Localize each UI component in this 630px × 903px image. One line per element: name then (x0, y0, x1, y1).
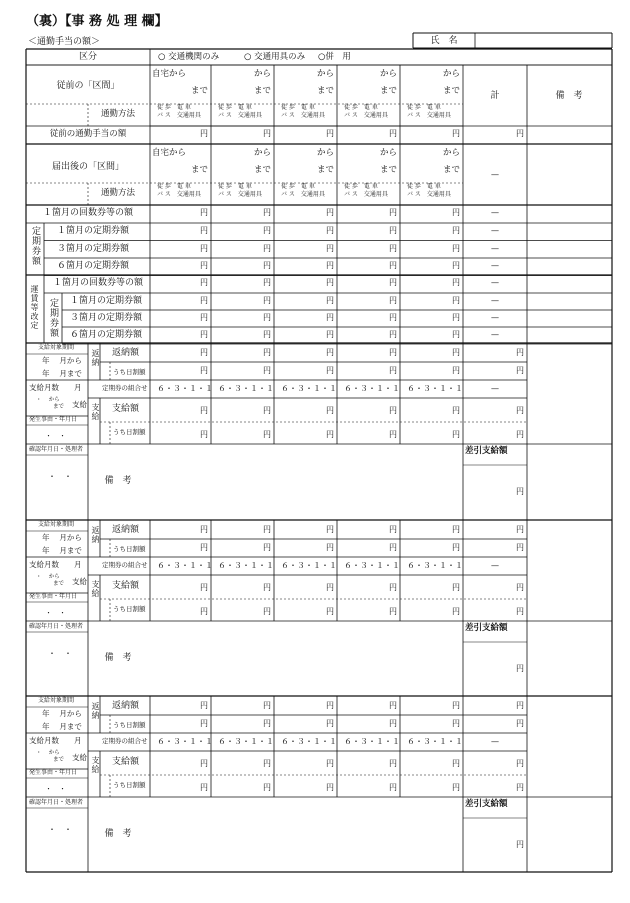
route-to: まで (316, 165, 334, 175)
yen-unit: 円 (263, 406, 271, 415)
period-from: 年 月から (42, 533, 82, 542)
group-label: 返納 (91, 526, 100, 544)
yen-unit: 円 (200, 226, 208, 235)
option-both: ○併 用 (318, 52, 351, 62)
group-label: 支給 (91, 580, 100, 598)
yen-unit: 円 (326, 607, 334, 616)
page-title: （裏）【事 務 処 理 欄】 (26, 14, 168, 29)
diff-label: 差引支給額 (465, 799, 508, 809)
group-label: 返納 (91, 702, 100, 720)
yen-unit: 円 (263, 261, 271, 270)
yen-unit: 円 (200, 330, 208, 339)
diff-label: 差引支給額 (465, 446, 508, 456)
diff-label: 差引支給額 (465, 623, 508, 633)
yen-unit: 円 (326, 129, 334, 138)
method-option: バ ス 交通用具 (157, 112, 201, 119)
yen-unit: 円 (326, 430, 334, 439)
yen-unit: 円 (200, 296, 208, 305)
route-to: まで (190, 165, 208, 175)
yen-unit: 円 (389, 366, 397, 375)
confirm-label: 確認年月日・処理者 (29, 446, 84, 453)
period-label: 支給対象期間 (38, 521, 75, 528)
yen-unit: 円 (389, 783, 397, 792)
months-label: 支給月数 月 (29, 383, 82, 392)
period-label: 支給対象期間 (38, 697, 75, 704)
yen-unit: 円 (516, 487, 524, 496)
yen-unit: 円 (452, 366, 460, 375)
group-label: 返納 (91, 349, 100, 367)
henno-label: 返納額 (112, 348, 140, 358)
yen-unit: 円 (452, 607, 460, 616)
route-to: まで (253, 165, 271, 175)
dots: ・ ・ (45, 785, 66, 793)
shikyu-sub-label: うち日割額 (113, 605, 146, 613)
yen-unit: 円 (452, 278, 460, 287)
yen-unit: 円 (516, 583, 524, 592)
form-label: １箇月の定期券額 (56, 226, 130, 236)
method-option: 徒 歩 電 車 (344, 104, 378, 111)
yen-unit: 円 (200, 129, 208, 138)
yen-unit: 円 (516, 366, 524, 375)
yen-unit: 円 (326, 759, 334, 768)
period-to: 年 月まで (42, 722, 82, 731)
form-label: ６箇月の定期券額 (56, 261, 130, 271)
dash-mark: — (491, 170, 499, 179)
shikyu-label: 支給 (72, 753, 87, 762)
combo-value: ６・３・１・１ (157, 384, 213, 393)
remarks-label: 備 考 (104, 653, 132, 663)
dots: ・ ・ (48, 472, 72, 481)
yen-unit: 円 (452, 430, 460, 439)
form-label: ３箇月の定期券額 (56, 243, 130, 254)
yen-unit: 円 (452, 719, 460, 728)
yen-unit: 円 (263, 759, 271, 768)
yen-unit: 円 (263, 208, 271, 217)
yen-unit: 円 (389, 430, 397, 439)
yen-unit: 円 (452, 525, 460, 534)
confirm-label: 確認年月日・処理者 (29, 799, 84, 806)
dash-mark: — (491, 384, 499, 393)
dots: ・ ・ (48, 825, 72, 834)
yen-unit: 円 (263, 607, 271, 616)
group-label: 支給 (91, 756, 100, 774)
period-to: まで (53, 404, 65, 410)
group-label: 支給 (91, 403, 100, 421)
dots: ・ ・ (45, 609, 66, 617)
form-label: ３箇月の定期券額 (69, 313, 143, 323)
route-from: から (442, 69, 460, 79)
dash-mark: — (491, 330, 499, 339)
form-label: 従前の通勤手当の額 (49, 129, 127, 139)
yen-unit: 円 (389, 261, 397, 270)
combo-value: ６・３・１・１ (344, 384, 400, 393)
route-from: から (253, 148, 271, 158)
method-option: バ ス 交通用具 (407, 112, 451, 119)
period-from: ・ から (36, 750, 60, 756)
route-from: 自宅から (152, 148, 187, 158)
yen-unit: 円 (326, 330, 334, 339)
yen-unit: 円 (516, 607, 524, 616)
cause-label: 発生事由・年月日 (29, 593, 78, 600)
yen-unit: 円 (200, 348, 208, 357)
yen-unit: 円 (263, 701, 271, 710)
yen-unit: 円 (326, 406, 334, 415)
dash-mark: — (491, 561, 499, 570)
yen-unit: 円 (263, 330, 271, 339)
yen-unit: 円 (200, 278, 208, 287)
yen-unit: 円 (200, 583, 208, 592)
yen-unit: 円 (516, 664, 524, 673)
yen-unit: 円 (516, 543, 524, 552)
yen-unit: 円 (326, 313, 334, 322)
yen-unit: 円 (452, 208, 460, 217)
route-to: まで (253, 86, 271, 96)
period-from: 年 月から (42, 709, 82, 718)
yen-unit: 円 (389, 296, 397, 305)
yen-unit: 円 (389, 243, 397, 253)
combo-value: ６・３・１・１ (344, 561, 400, 570)
yen-unit: 円 (516, 348, 524, 357)
total-header: 計 (490, 91, 500, 101)
yen-unit: 円 (200, 313, 208, 322)
dots: ・ ・ (48, 649, 72, 658)
shikyu-label: 支給額 (112, 581, 140, 591)
yen-unit: 円 (389, 543, 397, 552)
period-label: 支給対象期間 (38, 344, 75, 351)
yen-unit: 円 (326, 278, 334, 287)
yen-unit: 円 (452, 243, 460, 253)
period-to: まで (53, 757, 65, 763)
route-to: まで (379, 165, 397, 175)
dash-mark: — (491, 313, 499, 322)
yen-unit: 円 (263, 313, 271, 322)
method-option: 徒 歩 電 車 (407, 183, 441, 190)
method-option: バ ス 交通用具 (344, 112, 388, 119)
yen-unit: 円 (516, 783, 524, 792)
shikyu-sub-label: うち日割額 (113, 781, 146, 789)
yen-unit: 円 (326, 701, 334, 710)
route-to: まで (190, 86, 208, 96)
combo-value: ６・３・１・１ (218, 561, 274, 570)
shikyu-sub-label: うち日割額 (113, 428, 146, 436)
dots: ・ ・ (45, 432, 66, 440)
yen-unit: 円 (452, 296, 460, 305)
yen-unit: 円 (452, 406, 460, 415)
method-option: 徒 歩 電 車 (218, 183, 252, 190)
method-option: バ ス 交通用具 (157, 191, 201, 198)
yen-unit: 円 (389, 226, 397, 235)
form-label: 届出後の「区間」 (51, 162, 125, 172)
yen-unit: 円 (452, 759, 460, 768)
yen-unit: 円 (516, 701, 524, 710)
combo-value: ６・３・１・１ (407, 561, 463, 570)
yen-unit: 円 (263, 719, 271, 728)
group-label: 定期券額 (48, 298, 58, 338)
option-vehicle-only: ○ 交通用具のみ (244, 52, 306, 62)
henno-sub-label: うち日割額 (113, 368, 146, 376)
dash-mark: — (491, 226, 499, 235)
combo-value: ６・３・１・１ (157, 737, 213, 746)
period-from: ・ から (36, 397, 60, 403)
combo-label: 定期券の組合せ (102, 737, 148, 745)
shikyu-label: 支給 (72, 577, 87, 586)
yen-unit: 円 (452, 783, 460, 792)
dash-mark: — (491, 243, 499, 253)
yen-unit: 円 (200, 406, 208, 415)
yen-unit: 円 (200, 719, 208, 728)
yen-unit: 円 (326, 243, 334, 253)
yen-unit: 円 (326, 296, 334, 305)
yen-unit: 円 (389, 208, 397, 217)
method-option: 徒 歩 電 車 (281, 104, 315, 111)
period-from: 年 月から (42, 356, 82, 365)
yen-unit: 円 (200, 525, 208, 534)
group-label: 運賃等改定 (30, 285, 39, 330)
yen-unit: 円 (452, 330, 460, 339)
yen-unit: 円 (263, 783, 271, 792)
option-transit-only: ○ 交通機関のみ (158, 52, 220, 62)
section-subtitle: ＜通勤手当の額＞ (28, 37, 101, 47)
months-label: 支給月数 月 (29, 736, 82, 745)
yen-unit: 円 (326, 226, 334, 235)
form-label: １箇月の定期券額 (69, 296, 143, 306)
method-option: 徒 歩 電 車 (218, 104, 252, 111)
yen-unit: 円 (200, 759, 208, 768)
name-label: 氏 名 (430, 36, 458, 46)
yen-unit: 円 (389, 759, 397, 768)
yen-unit: 円 (389, 583, 397, 592)
henno-label: 返納額 (112, 701, 140, 711)
method-option: 徒 歩 電 車 (344, 183, 378, 190)
combo-value: ６・３・１・１ (344, 737, 400, 746)
combo-value: ６・３・１・１ (157, 561, 213, 570)
yen-unit: 円 (452, 129, 460, 138)
yen-unit: 円 (263, 348, 271, 357)
shikyu-label: 支給額 (112, 404, 140, 414)
combo-value: ６・３・１・１ (281, 561, 337, 570)
yen-unit: 円 (452, 543, 460, 552)
route-from: から (316, 148, 334, 158)
dash-mark: — (491, 278, 499, 287)
form-label: 通勤方法 (100, 109, 136, 119)
form-label: 区分 (78, 52, 98, 62)
cause-label: 発生事由・年月日 (29, 769, 78, 776)
route-from: から (253, 69, 271, 79)
yen-unit: 円 (326, 719, 334, 728)
method-option: バ ス 交通用具 (218, 191, 262, 198)
yen-unit: 円 (263, 129, 271, 138)
form-label: 通勤方法 (100, 188, 136, 198)
shikyu-label: 支給額 (112, 757, 140, 767)
yen-unit: 円 (516, 430, 524, 439)
dash-mark: — (491, 261, 499, 270)
dash-mark: — (491, 737, 499, 746)
yen-unit: 円 (389, 701, 397, 710)
method-option: 徒 歩 電 車 (281, 183, 315, 190)
method-option: 徒 歩 電 車 (157, 104, 191, 111)
yen-unit: 円 (452, 583, 460, 592)
route-from: から (379, 69, 397, 79)
yen-unit: 円 (326, 261, 334, 270)
shikyu-label: 支給 (72, 400, 87, 409)
yen-unit: 円 (389, 278, 397, 287)
combo-label: 定期券の組合せ (102, 384, 148, 392)
route-from: 自宅から (152, 69, 187, 79)
yen-unit: 円 (200, 701, 208, 710)
yen-unit: 円 (389, 525, 397, 534)
route-to: まで (442, 86, 460, 96)
yen-unit: 円 (263, 583, 271, 592)
yen-unit: 円 (516, 525, 524, 534)
period-to: 年 月まで (42, 369, 82, 378)
yen-unit: 円 (389, 719, 397, 728)
yen-unit: 円 (452, 348, 460, 357)
method-option: バ ス 交通用具 (407, 191, 451, 198)
method-option: 徒 歩 電 車 (407, 104, 441, 111)
yen-unit: 円 (389, 313, 397, 322)
yen-unit: 円 (326, 783, 334, 792)
yen-unit: 円 (263, 430, 271, 439)
combo-value: ６・３・１・１ (407, 737, 463, 746)
yen-unit: 円 (326, 348, 334, 357)
yen-unit: 円 (452, 313, 460, 322)
combo-value: ６・３・１・１ (407, 384, 463, 393)
route-to: まで (379, 86, 397, 96)
henno-sub-label: うち日割額 (113, 545, 146, 553)
combo-label: 定期券の組合せ (102, 561, 148, 569)
yen-unit: 円 (200, 430, 208, 439)
yen-unit: 円 (452, 701, 460, 710)
period-from: ・ から (36, 574, 60, 580)
combo-value: ６・３・１・１ (281, 737, 337, 746)
yen-unit: 円 (200, 607, 208, 616)
cause-label: 発生事由・年月日 (29, 416, 78, 423)
dash-mark: — (491, 208, 499, 217)
route-from: から (316, 69, 334, 79)
yen-unit: 円 (263, 296, 271, 305)
yen-unit: 円 (326, 543, 334, 552)
yen-unit: 円 (452, 226, 460, 235)
yen-unit: 円 (200, 543, 208, 552)
yen-unit: 円 (263, 226, 271, 235)
form-label: 従前の「区間」 (56, 81, 120, 91)
route-from: から (379, 148, 397, 158)
yen-unit: 円 (200, 208, 208, 217)
combo-value: ６・３・１・１ (218, 384, 274, 393)
method-option: バ ス 交通用具 (218, 112, 262, 119)
route-from: から (442, 148, 460, 158)
yen-unit: 円 (200, 366, 208, 375)
confirm-label: 確認年月日・処理者 (29, 623, 84, 630)
remarks-label: 備 考 (104, 476, 132, 486)
yen-unit: 円 (263, 543, 271, 552)
yen-unit: 円 (263, 525, 271, 534)
yen-unit: 円 (326, 366, 334, 375)
period-to: まで (53, 581, 65, 587)
yen-unit: 円 (516, 840, 524, 849)
henno-label: 返納額 (112, 525, 140, 535)
form-label: １箇月の回数券等の額 (42, 208, 134, 218)
method-option: バ ス 交通用具 (344, 191, 388, 198)
route-to: まで (316, 86, 334, 96)
remarks-label: 備 考 (104, 829, 132, 839)
yen-unit: 円 (516, 129, 524, 138)
yen-unit: 円 (516, 759, 524, 768)
remarks-header: 備 考 (555, 91, 583, 101)
yen-unit: 円 (263, 366, 271, 375)
yen-unit: 円 (516, 406, 524, 415)
form-label: ６箇月の定期券額 (69, 330, 143, 340)
yen-unit: 円 (200, 261, 208, 270)
henno-sub-label: うち日割額 (113, 721, 146, 729)
yen-unit: 円 (452, 261, 460, 270)
yen-unit: 円 (326, 525, 334, 534)
yen-unit: 円 (263, 243, 271, 253)
yen-unit: 円 (389, 348, 397, 357)
yen-unit: 円 (200, 783, 208, 792)
dash-mark: — (491, 296, 499, 305)
yen-unit: 円 (326, 208, 334, 217)
yen-unit: 円 (516, 719, 524, 728)
method-option: バ ス 交通用具 (281, 191, 325, 198)
combo-value: ６・３・１・１ (281, 384, 337, 393)
yen-unit: 円 (389, 330, 397, 339)
route-to: まで (442, 165, 460, 175)
method-option: バ ス 交通用具 (281, 112, 325, 119)
months-label: 支給月数 月 (29, 560, 82, 569)
period-to: 年 月まで (42, 546, 82, 555)
yen-unit: 円 (326, 583, 334, 592)
combo-value: ６・３・１・１ (218, 737, 274, 746)
form-label: １箇月の回数券等の額 (52, 278, 144, 288)
yen-unit: 円 (200, 243, 208, 253)
group-label: 定期券額 (30, 226, 40, 266)
yen-unit: 円 (389, 406, 397, 415)
yen-unit: 円 (389, 129, 397, 138)
yen-unit: 円 (263, 278, 271, 287)
yen-unit: 円 (389, 607, 397, 616)
method-option: 徒 歩 電 車 (157, 183, 191, 190)
